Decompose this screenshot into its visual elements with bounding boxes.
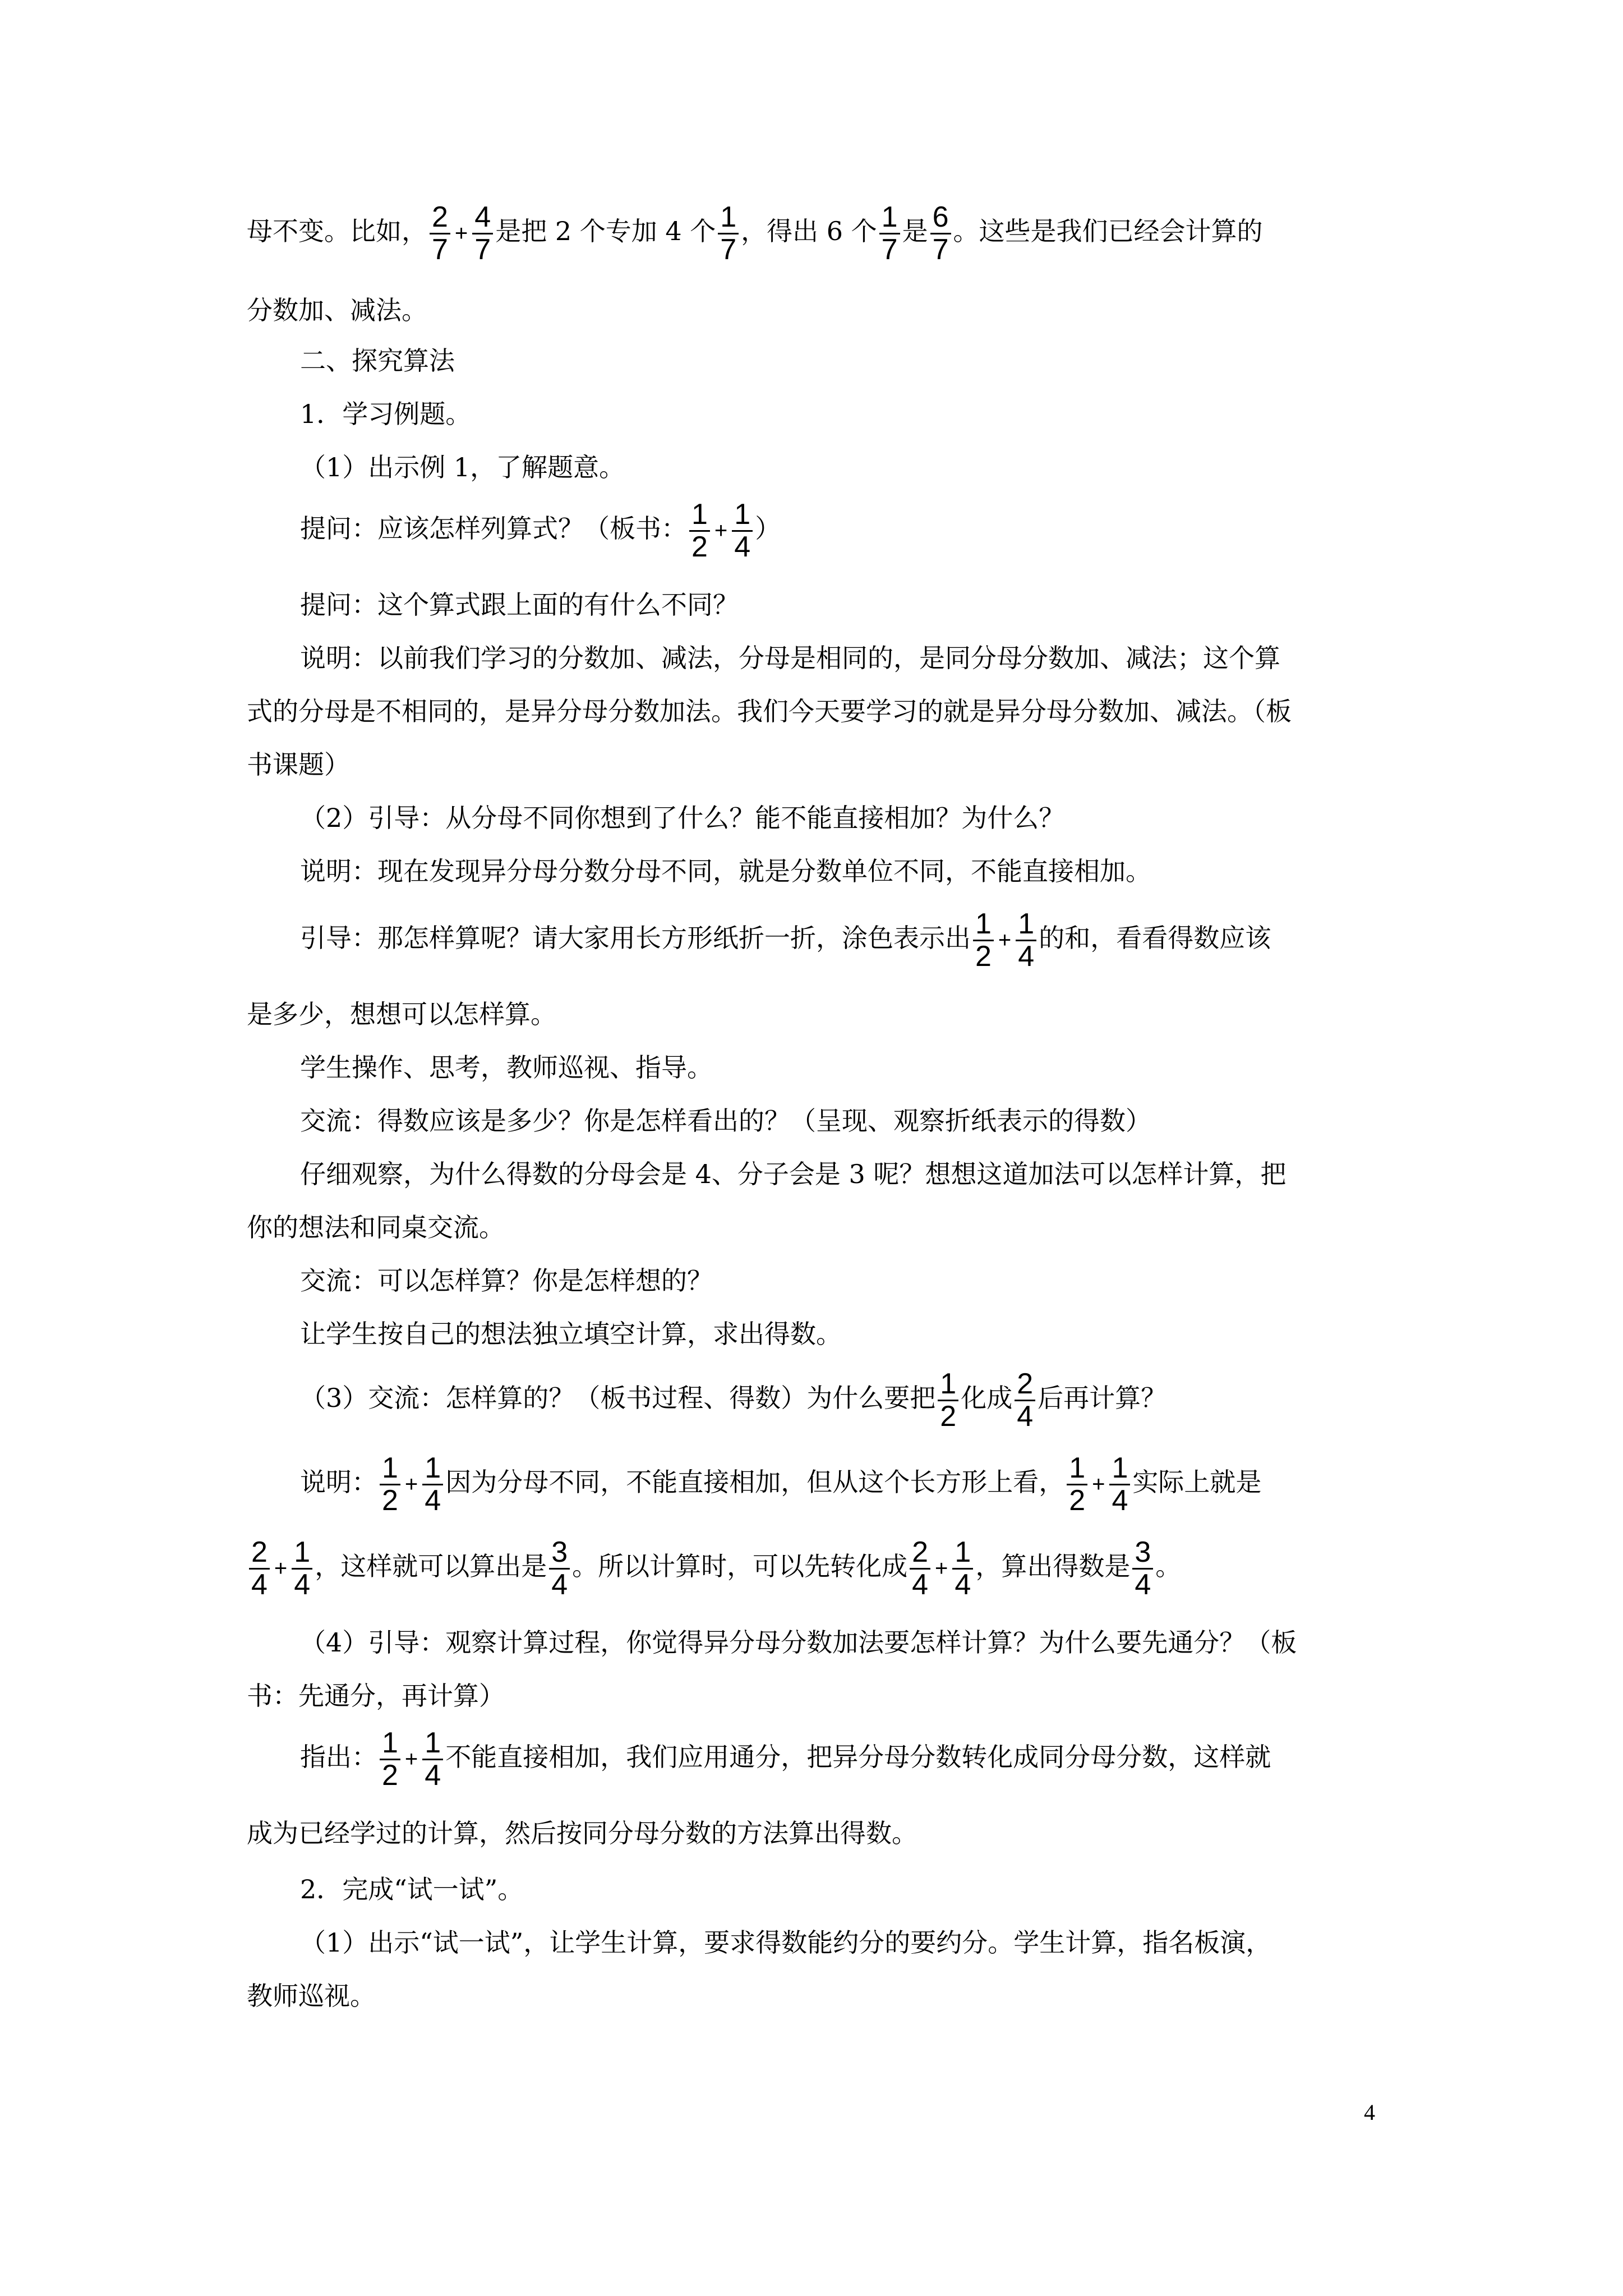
fraction: $\frac{2}{7}$ (430, 202, 450, 265)
fraction: $\frac{1}{2}$ (1067, 1453, 1087, 1516)
text-line: 指出： $\frac{1}{2}$ + $\frac{1}{4}$ 不能直接相加，我们应用通分，把异分母分数转化成同分母分数，这样就 (300, 1727, 1271, 1792)
text-line: 教师巡视。 (247, 1981, 376, 2011)
text-line: 引导：那怎样算呢？请大家用长方形纸折一折，涂色表示出 $\frac{1}{2}$ + $\frac{1}{4}$ 的和，看看得数应该 (300, 908, 1271, 973)
fraction: $\frac{1}{2}$ (380, 1728, 400, 1791)
fraction: $\frac{1}{2}$ (380, 1453, 400, 1516)
text-line: 提问：这个算式跟上面的有什么不同？ (300, 590, 739, 620)
text-line: 学生操作、思考，教师巡视、指导。 (300, 1052, 713, 1083)
text-line: （1）出示“试一试”，让学生计算，要求得数能约分的要约分。学生计算，指名板演， (300, 1927, 1272, 1958)
fraction: $\frac{1}{2}$ (938, 1369, 958, 1432)
fraction: $\frac{1}{4}$ (952, 1537, 973, 1600)
text-line: 说明：现在发现异分母分数分母不同，就是分数单位不同，不能直接相加。 (300, 856, 1151, 886)
fraction: $\frac{2}{4}$ (910, 1537, 930, 1600)
subsection-heading: 2．完成“试一试”。 (300, 1874, 524, 1904)
text-line: 书：先通分，再计算） (247, 1681, 505, 1711)
fraction: $\frac{1}{4}$ (1109, 1453, 1130, 1516)
text-line: （4）引导：观察计算过程，你觉得异分母分数加法要怎样计算？为什么要先通分？（板 (300, 1627, 1297, 1658)
fraction: $\frac{4}{7}$ (472, 202, 493, 265)
fraction: $\frac{1}{4}$ (422, 1728, 443, 1791)
text-line: 说明： $\frac{1}{2}$ + $\frac{1}{4}$ 因为分母不同，不能直接相加，但从这个长方形上看， $\frac{1}{2}$ + $\frac{1}{4}$ 实际上就是 (300, 1452, 1262, 1517)
text-line: 提问：应该怎样列算式？（板书： $\frac{1}{2}$ + $\frac{1}{4}$ ） (300, 498, 781, 563)
text-line: 成为已经学过的计算，然后按同分母分数的方法算出得数。 (247, 1818, 917, 1848)
text-line: 书课题） (247, 749, 350, 780)
text-line: 母不变。比如， $\frac{2}{7}$ + $\frac{4}{7}$ 是把 2 个专加 4 个 $\frac{1}{7}$ ，得出 6 个 $\frac{1}{7}$ 是 $\frac{6}{7}$ 。这些是我们已经会计算的 (247, 201, 1263, 266)
fraction: $\frac{1}{4}$ (732, 499, 753, 562)
page-number: 4 (1364, 2100, 1375, 2125)
text-line: 说明：以前我们学习的分数加、减法，分母是相同的，是同分母分数加、减法；这个算 (300, 643, 1280, 673)
text-line: 分数加、减法。 (247, 295, 427, 325)
text-line: （3）交流：怎样算的？（板书过程、得数）为什么要把 $\frac{1}{2}$ 化成 $\frac{2}{4}$ 后再计算？ (300, 1368, 1167, 1433)
fraction: $\frac{2}{4}$ (1015, 1369, 1035, 1432)
text-line: （2）引导：从分母不同你想到了什么？能不能直接相加？为什么？ (300, 803, 1065, 833)
fraction: $\frac{3}{4}$ (549, 1537, 570, 1600)
text-line: （1）出示例 1，了解题意。 (300, 452, 625, 482)
text-line: 式的分母是不相同的，是异分母分数加法。我们今天要学习的就是异分母分数加、减法。（板 (247, 696, 1292, 726)
text-line: 你的想法和同桌交流。 (247, 1212, 505, 1243)
fraction: $\frac{3}{4}$ (1132, 1537, 1153, 1600)
fraction: $\frac{6}{7}$ (930, 202, 951, 265)
text-line: 交流：得数应该是多少？你是怎样看出的？（呈现、观察折纸表示的得数） (300, 1106, 1151, 1136)
text-line: 仔细观察，为什么得数的分母会是 4、分子会是 3 呢？想想这道加法可以怎样计算，把 (300, 1159, 1287, 1189)
text-line: 交流：可以怎样算？你是怎样想的？ (300, 1266, 713, 1296)
text-line: 让学生按自己的想法独立填空计算，求出得数。 (300, 1319, 842, 1349)
fraction: $\frac{1}{2}$ (973, 909, 994, 972)
fraction: $\frac{1}{2}$ (689, 499, 710, 562)
fraction: $\frac{1}{4}$ (422, 1453, 443, 1516)
text-line: $\frac{2}{4}$ + $\frac{1}{4}$ ，这样就可以算出是 $\frac{3}{4}$ 。所以计算时，可以先转化成 $\frac{2}{4}$ + $\frac{1}{4}$ ，算出得数是 $\frac{3}{4}$ 。 (247, 1537, 1181, 1600)
subsection-heading: 1．学习例题。 (300, 399, 472, 429)
fraction: $\frac{2}{4}$ (249, 1537, 270, 1600)
section-heading: 二、探究算法 (300, 346, 455, 376)
fraction: $\frac{1}{4}$ (1016, 909, 1036, 972)
fraction: $\frac{1}{4}$ (292, 1537, 312, 1600)
fraction: $\frac{1}{7}$ (718, 202, 739, 265)
fraction: $\frac{1}{7}$ (879, 202, 900, 265)
text-line: 是多少，想想可以怎样算。 (247, 999, 556, 1029)
